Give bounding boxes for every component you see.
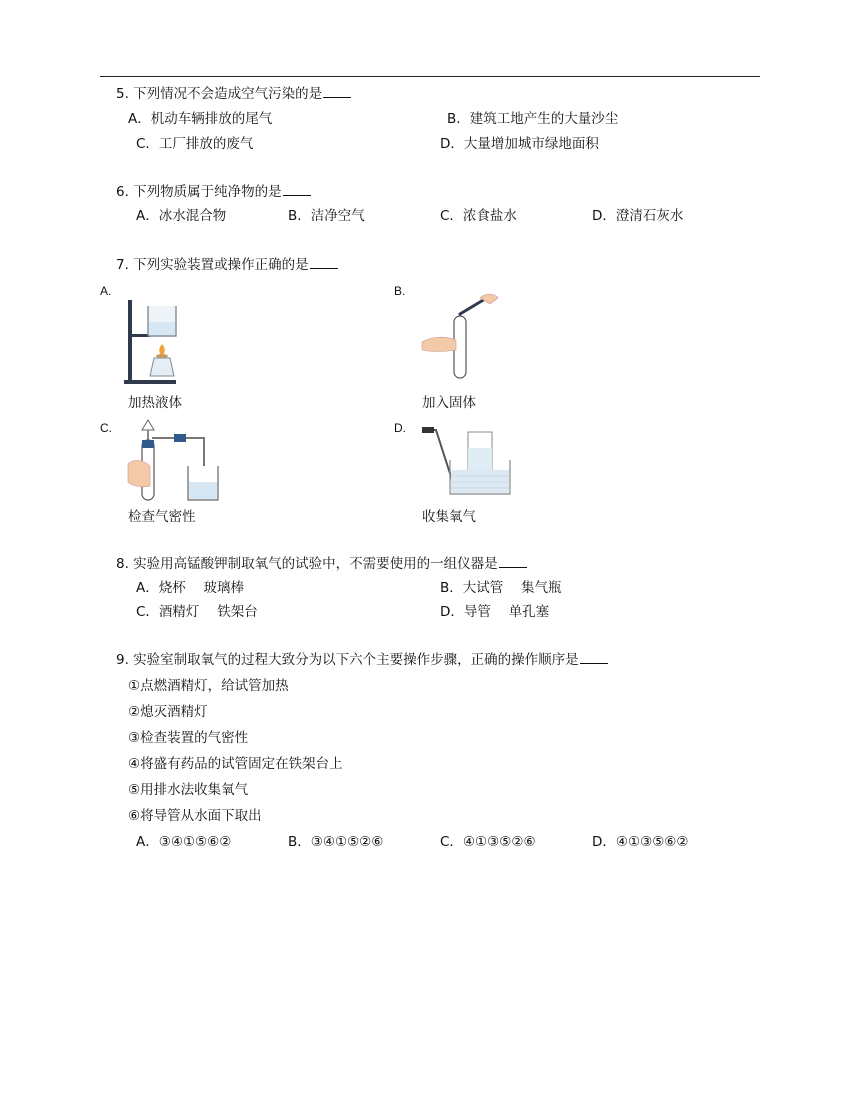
q7-caption-c: 检查气密性: [128, 509, 196, 525]
heating-liquid-illustration[interactable]: [124, 294, 184, 386]
answer-blank[interactable]: [580, 651, 608, 664]
q6-stem: 6. 下列物质属于纯净物的是: [116, 183, 311, 201]
q5-option-c[interactable]: C．工厂排放的废气: [136, 136, 254, 152]
q9-option-a[interactable]: A．③④①⑤⑥②: [136, 834, 232, 850]
q9-option-b[interactable]: B．③④①⑤②⑥: [288, 834, 384, 850]
q7-caption-b: 加入固体: [422, 395, 476, 411]
q6-option-b[interactable]: B．洁净空气: [288, 208, 365, 224]
q9-step: ③检查装置的气密性: [128, 730, 249, 746]
q7-label-b: B.: [394, 284, 406, 298]
answer-blank[interactable]: [310, 256, 338, 269]
q9-step: ⑥将导管从水面下取出: [128, 808, 262, 824]
q5-option-d[interactable]: D．大量增加城市绿地面积: [440, 136, 599, 152]
q9-option-c[interactable]: C．④①③⑤②⑥: [440, 834, 536, 850]
q6-option-d[interactable]: D．澄清石灰水: [592, 208, 684, 224]
q6-option-a[interactable]: A．冰水混合物: [136, 208, 227, 224]
q9-option-d[interactable]: D．④①③⑤⑥②: [592, 834, 689, 850]
answer-blank[interactable]: [499, 555, 527, 568]
q9-step: ②熄灭酒精灯: [128, 704, 208, 720]
q7-label-d: D.: [394, 421, 406, 435]
q8-stem: 8. 实验用高锰酸钾制取氧气的试验中，不需要使用的一组仪器是: [116, 555, 527, 573]
q7-stem: 7. 下列实验装置或操作正确的是: [116, 256, 338, 274]
answer-blank[interactable]: [323, 85, 351, 98]
q7-label-c: C.: [100, 421, 112, 435]
q9-step: ⑤用排水法收集氧气: [128, 782, 249, 798]
q7-label-a: A.: [100, 284, 112, 298]
q8-option-c[interactable]: C．酒精灯 铁架台: [136, 604, 258, 620]
header-rule: [100, 76, 760, 77]
q9-step: ④将盛有药品的试管固定在铁架台上: [128, 756, 343, 772]
q5-option-b[interactable]: B．建筑工地产生的大量沙尘: [447, 111, 619, 127]
q7-caption-d: 收集氧气: [422, 509, 476, 525]
q6-option-c[interactable]: C．浓食盐水: [440, 208, 517, 224]
adding-solid-illustration[interactable]: [420, 290, 500, 382]
q8-option-b[interactable]: B．大试管 集气瓶: [440, 580, 562, 596]
q5-option-a[interactable]: A．机动车辆排放的尾气: [128, 111, 273, 127]
q9-stem: 9. 实验室制取氧气的过程大致分为以下六个主要操作步骤，正确的操作顺序是: [116, 651, 608, 669]
q8-option-a[interactable]: A．烧杯 玻璃棒: [136, 580, 245, 596]
airtightness-check-illustration[interactable]: [124, 416, 224, 506]
q9-step: ①点燃酒精灯，给试管加热: [128, 678, 289, 694]
q7-caption-a: 加热液体: [128, 395, 182, 411]
q8-option-d[interactable]: D．导管 单孔塞: [440, 604, 550, 620]
answer-blank[interactable]: [283, 183, 311, 196]
collect-oxygen-illustration[interactable]: [420, 424, 516, 500]
q5-stem: 5. 下列情况不会造成空气污染的是: [116, 85, 351, 103]
